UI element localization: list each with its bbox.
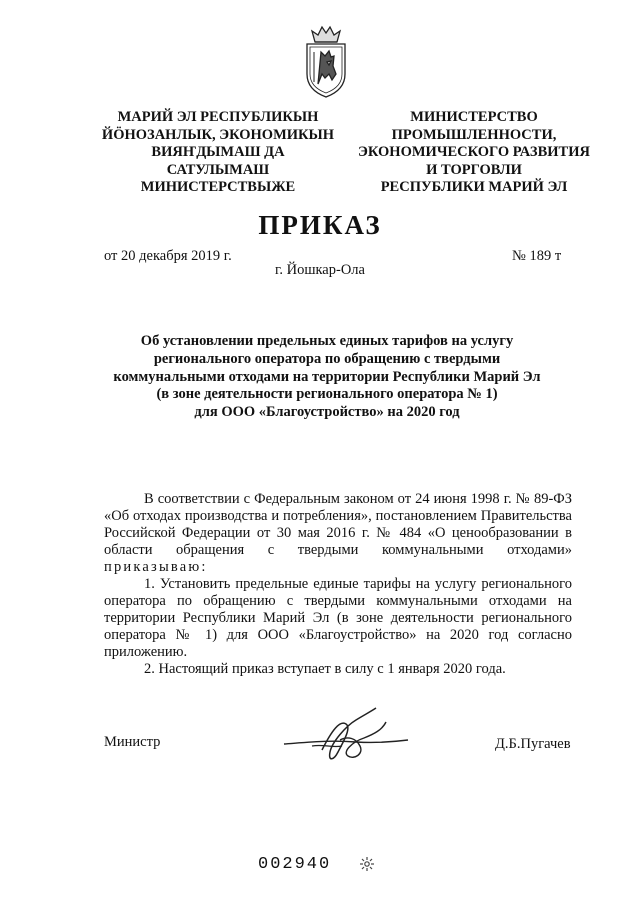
document-number: № 189 т: [512, 248, 562, 264]
order-word: приказываю:: [104, 559, 208, 575]
preamble-paragraph: [104, 491, 572, 576]
header-left-line: ВИЯҤДЫМАШ ДА: [151, 144, 285, 160]
preamble-text: В соответствии с Федеральным законом от 24 июня 1998 г. № 89-ФЗ «Об отходах производства и потребления», постановлением Правительства Российской Федерации от 30 мая 2016 г. № 484 «О ценообразовании в области обращения с твердыми коммунальными отходами»: [104, 491, 572, 558]
header-left-line: МАРИЙ ЭЛ РЕСПУБЛИКЫН: [117, 109, 319, 125]
signer-name: Д.Б.Пугачев: [495, 736, 571, 752]
header-left-line: САТУЛЫМАШ: [166, 161, 270, 178]
header-left-line: ЙӦНОЗАНЛЫК, ЭКОНОМИКЫН: [101, 126, 335, 143]
document-serial-number: 002940: [258, 855, 332, 874]
header-ministry-mari: [98, 109, 338, 197]
document-date: от 20 декабря 2019 г.: [104, 248, 232, 264]
header-right-line: ЭКОНОМИЧЕСКОГО РАЗВИТИЯ: [358, 144, 590, 160]
header-right-line: ПРОМЫШЛЕННОСТИ,: [391, 126, 557, 143]
document-city: г. Йошкар-Ола: [275, 262, 365, 278]
signature-icon: [282, 700, 412, 770]
document-body: [104, 491, 572, 678]
document-subject: [92, 333, 562, 422]
header-right-line: МИНИСТЕРСТВО: [410, 109, 538, 125]
subject-line: регионального оператора по обращению с твердыми: [153, 350, 501, 367]
header-right-line: РЕСПУБЛИКИ МАРИЙ ЭЛ: [380, 179, 568, 195]
header-left-line: МИНИСТЕРСТВЫЖЕ: [140, 179, 296, 195]
subject-line: для ООО «Благоустройство» на 2020 год: [194, 404, 460, 421]
subject-line: (в зоне деятельности регионального оператора № 1): [156, 386, 498, 403]
coat-of-arms-emblem: [298, 22, 354, 102]
handwritten-signature: [282, 700, 412, 770]
header-right-line: И ТОРГОВЛИ: [426, 161, 522, 178]
document-type-title: ПРИКАЗ: [258, 210, 382, 240]
header-ministry-russian: [350, 109, 598, 197]
signer-position: Министр: [104, 734, 161, 750]
subject-line: Об установлении предельных единых тарифов на услугу: [140, 333, 514, 349]
subject-line: коммунальными отходами на территории Республики Марий Эл: [113, 368, 541, 385]
order-item-1: 1. Установить предельные единые тарифы на услугу регионального оператора по обращению с твердыми коммунальными отходами на территории Республики Марий Эл (в зоне деятельности регионального оператора № 1) для ООО «Благоустройство» на 2020 год согласно приложению.: [104, 576, 572, 660]
coat-of-arms-icon: [298, 22, 354, 102]
ornament-icon: [360, 857, 374, 871]
order-item-2: 2. Настоящий приказ вступает в силу с 1 января 2020 года.: [144, 661, 506, 677]
